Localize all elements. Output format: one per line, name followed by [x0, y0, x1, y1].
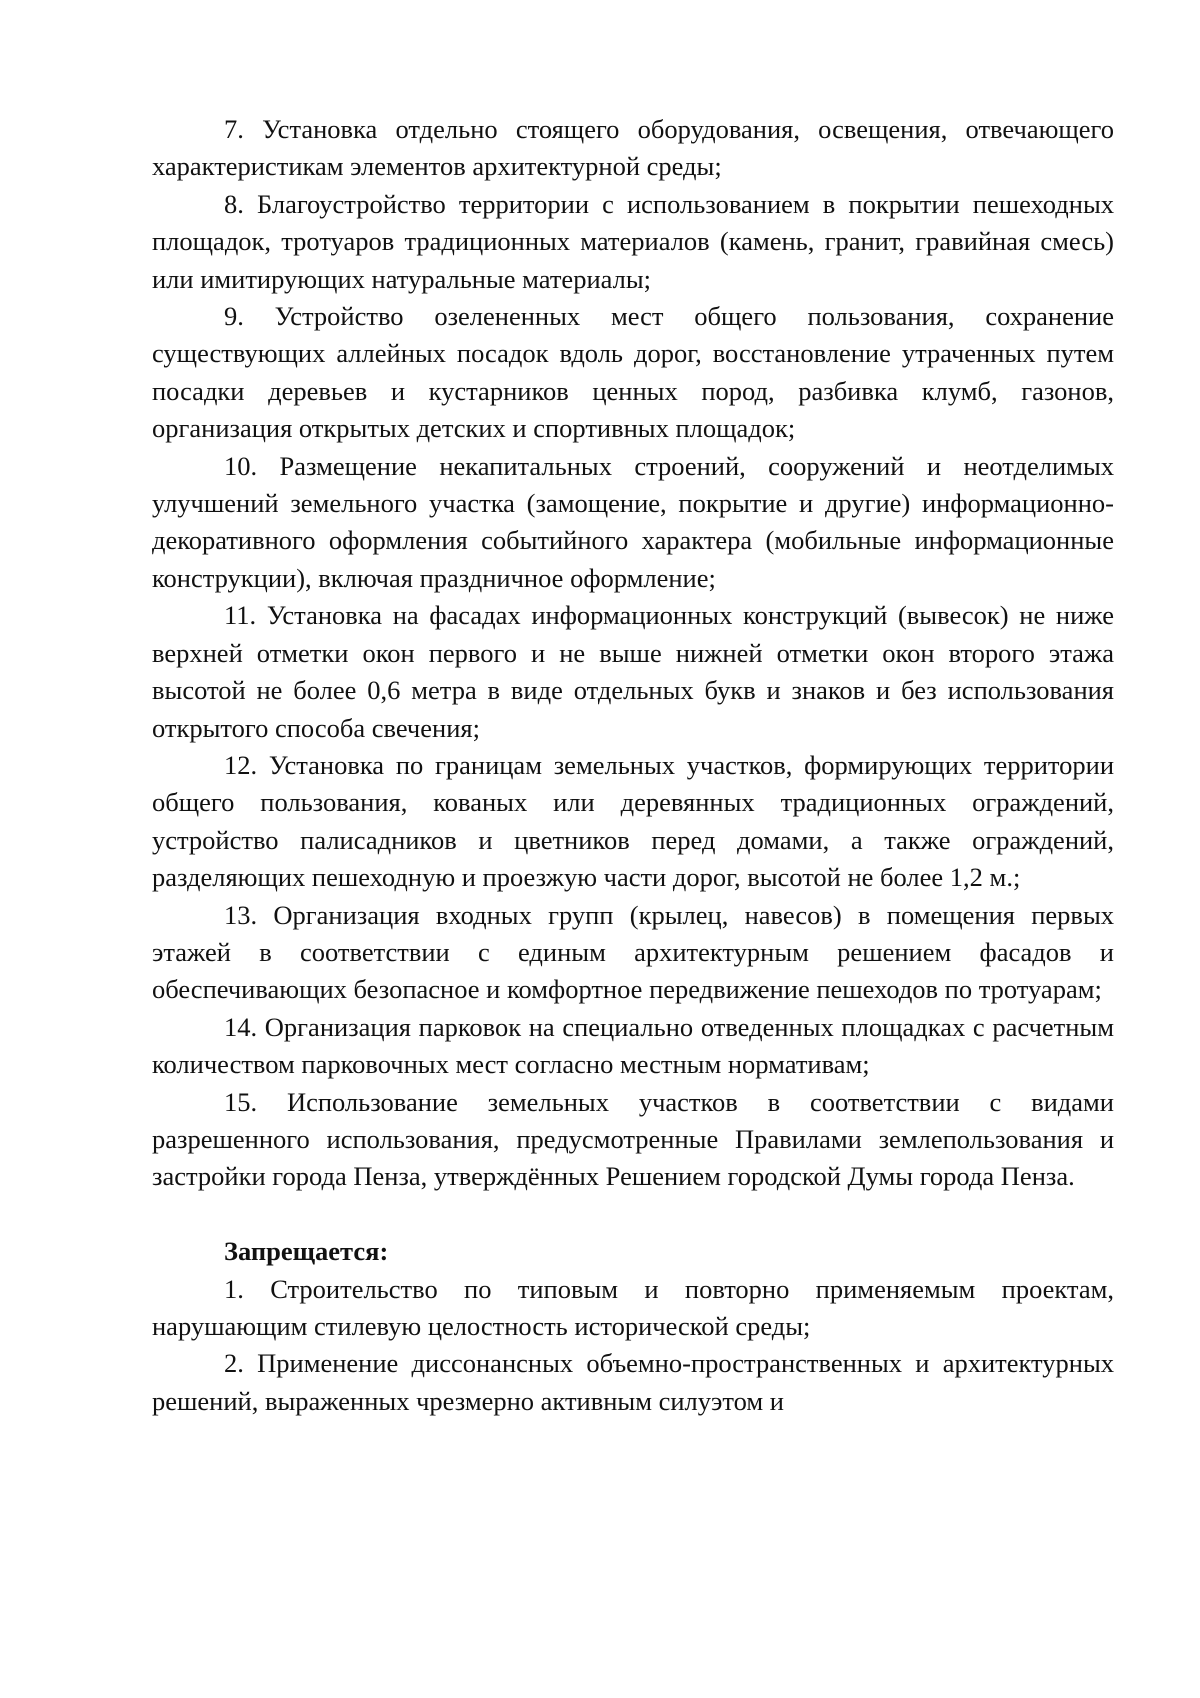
section-spacer	[152, 1196, 1114, 1233]
prohibited-heading: Запрещается:	[224, 1236, 389, 1267]
allowed-item-15: 15. Использование земельных участков в соответствии с видами разрешенного использования, предусмотренные Правилами землепользования и застройки города Пенза, утверждённых Решением городской Думы города Пенза.	[152, 1086, 1114, 1192]
allowed-item-9: 9. Устройство озелененных мест общего пользования, сохранение существующих аллейных посадок вдоль дорог, восстановление утраченных путем посадки деревьев и кустарников ценных пород, разбивка клумб, газонов, организация открытых детских и спортивных площадок;	[152, 301, 1114, 444]
allowed-item-11: 11. Установка на фасадах информационных конструкций (вывесок) не ниже верхней отметки окон первого и не выше нижней отметки окон второго этажа высотой не более 0,6 метра в виде отдельных букв и знаков и без использования открытого способа свечения;	[152, 600, 1114, 743]
document-page	[152, 111, 1114, 1420]
allowed-item-8: 8. Благоустройство территории с использованием в покрытии пешеходных площадок, тротуаров традиционных материалов (камень, гранит, гравийная смесь) или имитирующих натуральные материалы;	[152, 188, 1114, 294]
allowed-item-14: 14. Организация парковок на специально отведенных площадках с расчетным количеством парковочных мест согласно местным нормативам;	[152, 1011, 1114, 1080]
prohibited-item-1: 1. Строительство по типовым и повторно применяемым проектам, нарушающим стилевую целостность исторической среды;	[152, 1273, 1114, 1341]
allowed-item-12: 12. Установка по границам земельных участков, формирующих территории общего пользования, кованых или деревянных традиционных ограждений, устройство палисадников и цветников перед домами, а также ограждений, разделяющих пешеходную и проезжую части дорог, высотой не более 1,2 м.;	[152, 749, 1114, 893]
allowed-item-7: 7. Установка отдельно стоящего оборудования, освещения, отвечающего характеристикам элементов архитектурной среды;	[152, 114, 1114, 182]
allowed-item-13: 13. Организация входных групп (крылец, навесов) в помещения первых этажей в соответствии с единым архитектурным решением фасадов и обеспечивающих безопасное и комфортное передвижение пешеходов по тротуарам;	[152, 899, 1114, 1005]
allowed-item-10: 10. Размещение некапитальных строений, сооружений и неотделимых улучшений земельного участка (замощение, покрытие и другие) информационно-декоративного оформления событийного характера (мобильные информационные конструкции), включая праздничное оформление;	[152, 450, 1114, 593]
prohibited-item-2: 2. Применение диссонансных объемно-пространственных и архитектурных решений, выраженных чрезмерно активным силуэтом и	[152, 1348, 1114, 1416]
